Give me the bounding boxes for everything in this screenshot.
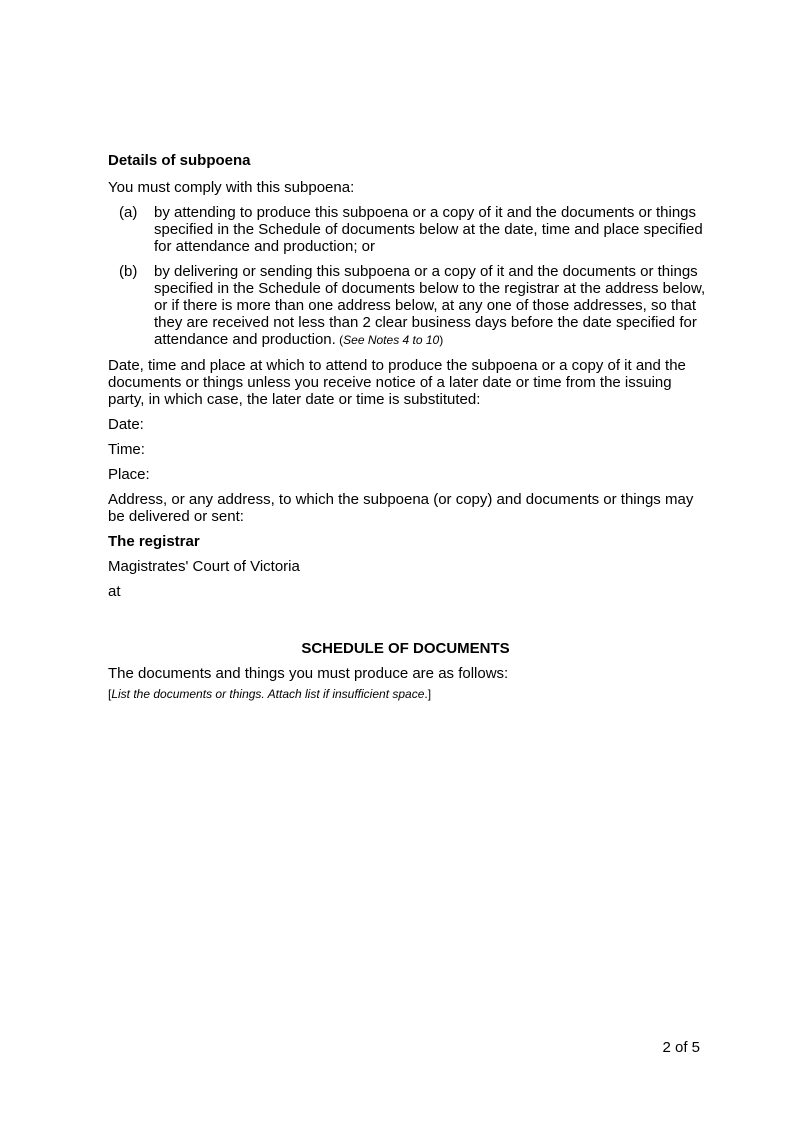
document-page	[108, 152, 708, 703]
schedule-instruction: [List the documents or things. Attach list if insufficient space.]	[108, 687, 432, 701]
list-item-b	[119, 263, 708, 349]
court-name: Magistrates' Court of Victoria	[108, 558, 300, 575]
schedule-instruction-text: List the documents or things. Attach list if insufficient space	[111, 687, 425, 701]
notes-reference: (See Notes 4 to 10)	[335, 333, 444, 347]
list-text-a: by attending to produce this subpoena or a copy of it and the documents or things specified in the Schedule of documents below at the date, time and place specified for attendance and production; or	[154, 204, 703, 255]
list-item-a	[119, 204, 708, 255]
attendance-text: Date, time and place at which to attend to produce the subpoena or a copy of it and the documents or things unless you receive notice of a later date or time from the issuing party, in which case, the later date or time is substituted:	[108, 357, 686, 408]
list-text-b: by delivering or sending this subpoena or a copy of it and the documents or things specified in the Schedule of documents below to the registrar at the address below, or if there is more than one address below, at any one of those addresses, so that they are received not less than 2 clear business days before the date specified for attendance and production.	[154, 263, 706, 348]
date-label: Date:	[108, 416, 144, 433]
page-number: 2 of 5	[662, 1039, 700, 1056]
schedule-intro: The documents and things you must produce are as follows:	[108, 665, 509, 682]
address-text: Address, or any address, to which the subpoena (or copy) and documents or things may be delivered or sent:	[108, 491, 694, 525]
notes-reference-text: See Notes 4 to 10	[343, 333, 440, 347]
time-label: Time:	[108, 441, 145, 458]
details-heading: Details of subpoena	[108, 152, 251, 169]
place-label: Place:	[108, 466, 150, 483]
schedule-title: SCHEDULE OF DOCUMENTS	[301, 640, 510, 657]
details-intro: You must comply with this subpoena:	[108, 179, 355, 196]
list-marker-a: (a)	[119, 204, 138, 221]
list-marker-b: (b)	[119, 263, 138, 280]
at-label: at	[108, 583, 121, 600]
registrar-heading: The registrar	[108, 533, 200, 550]
